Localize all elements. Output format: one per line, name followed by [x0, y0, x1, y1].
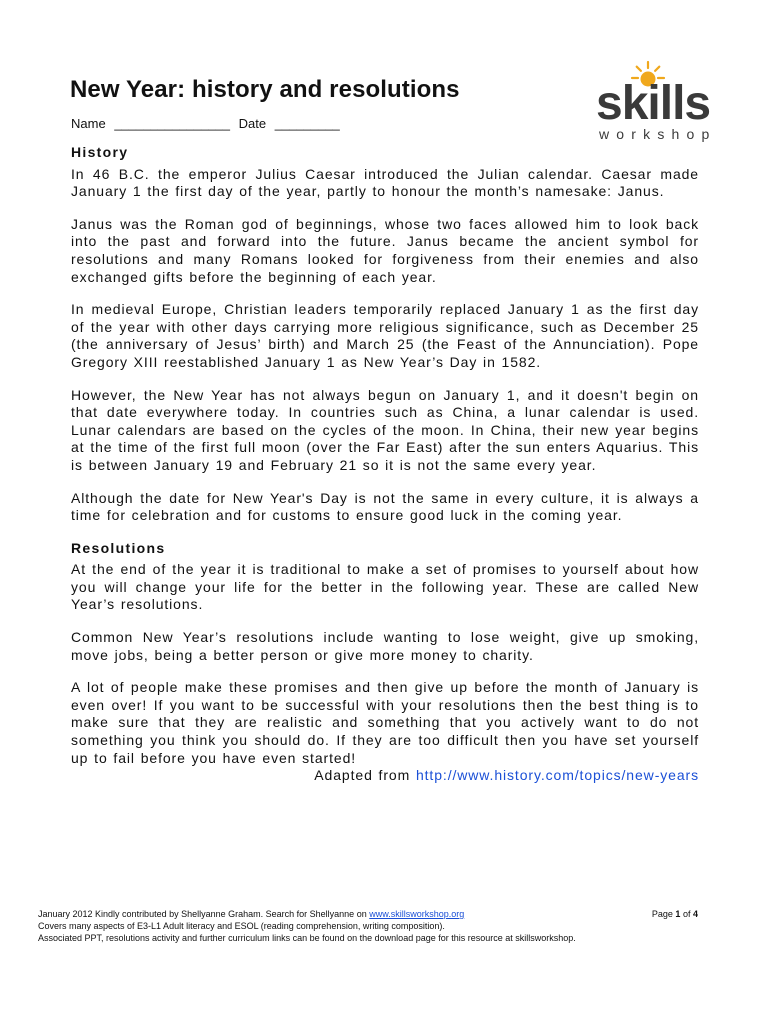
adapted-label: Adapted from	[314, 767, 411, 784]
article-body	[71, 144, 699, 785]
history-paragraph-2: Janus was the Roman god of beginnings, whose two faces allowed him to look back into the past and forward into the future. Janus became the ancient symbol for resolutions and many Romans looked for forgiveness from their enemies and also exchanged gifts before the beginning of each year.	[71, 215, 699, 285]
resolutions-paragraph-2: Common New Year’s resolutions include wanting to lose weight, give up smoking, move jobs, being a better person or give more money to charity.	[71, 629, 699, 663]
history-paragraph-5: Although the date for New Year's Day is not the same in every culture, it is always a time for celebration and for customs to ensure good luck in the coming year.	[71, 489, 699, 524]
history-source-link[interactable]: http://www.history.com/topics/new-years	[415, 767, 699, 784]
date-blank: _________	[274, 116, 340, 131]
history-paragraph-4: However, the New Year has not always begun on January 1, and it doesn't begin on that date everywhere today. In countries such as China, a lunar calendar is used. Lunar calendars are based on the cycles of the moon. In China, their new year begins at the time of the first full moon (over the Far East) after the sun enters Aquarius. This is between January 19 and February 21 so it is not the same every year.	[71, 386, 699, 473]
skills-workshop-logo	[590, 60, 730, 146]
source-attribution	[71, 767, 699, 785]
page-total: 4	[692, 909, 698, 919]
name-date-line	[71, 116, 345, 131]
resolutions-paragraph-1: At the end of the year it is traditional to make a set of promises to yourself about how you will change your life for the better in the following year. These are called New Year’s resolutions.	[71, 561, 699, 613]
name-label: Name	[71, 116, 106, 131]
page-footer	[38, 908, 698, 944]
history-paragraph-1: In 46 B.C. the emperor Julius Caesar introduced the Julian calendar. Caesar made January 1 the first day of the year, partly to honour the month’s namesake: Janus.	[71, 165, 699, 200]
page-title: New Year: history and resolutions	[70, 76, 460, 103]
footer-coverage: Covers many aspects of E3-L1 Adult literacy and ESOL (reading comprehension, writing composition).	[38, 921, 445, 931]
logo-subword: workshop	[599, 126, 717, 142]
page-current: 1	[675, 909, 681, 919]
logo-word: skills	[596, 77, 711, 130]
date-label: Date	[238, 116, 267, 131]
footer-associated: Associated PPT, resolutions activity and further curriculum links can be found on the download page for this resource at skillsworkshop.	[38, 933, 576, 943]
footer-credit: January 2012 Kindly contributed by Shellyanne Graham. Search for Shellyanne on	[38, 909, 367, 919]
history-paragraph-3: In medieval Europe, Christian leaders temporarily replaced January 1 as the first day of the year with other days carrying more religious significance, such as December 25 (the anniversary of Jesus’ birth) and March 25 (the Feast of the Annunciation). Pope Gregory XIII reestablished January 1 as New Year’s Day in 1582.	[71, 301, 699, 370]
resolutions-heading: Resolutions	[71, 539, 166, 556]
history-heading: History	[71, 144, 129, 160]
skillsworkshop-link[interactable]: www.skillsworkshop.org	[369, 909, 465, 919]
page-of: of	[682, 909, 691, 919]
page-number	[652, 908, 698, 920]
resolutions-paragraph-3: A lot of people make these promises and then give up before the month of January is even over! If you want to be successful with your resolutions then the best thing is to make sure that they are realistic and something that you actively want to do not something you think you should do. If they are too difficult then you have set yourself up to fail before you have even started!	[71, 679, 699, 766]
name-blank: ________________	[114, 116, 230, 131]
page-label: Page	[651, 909, 673, 919]
